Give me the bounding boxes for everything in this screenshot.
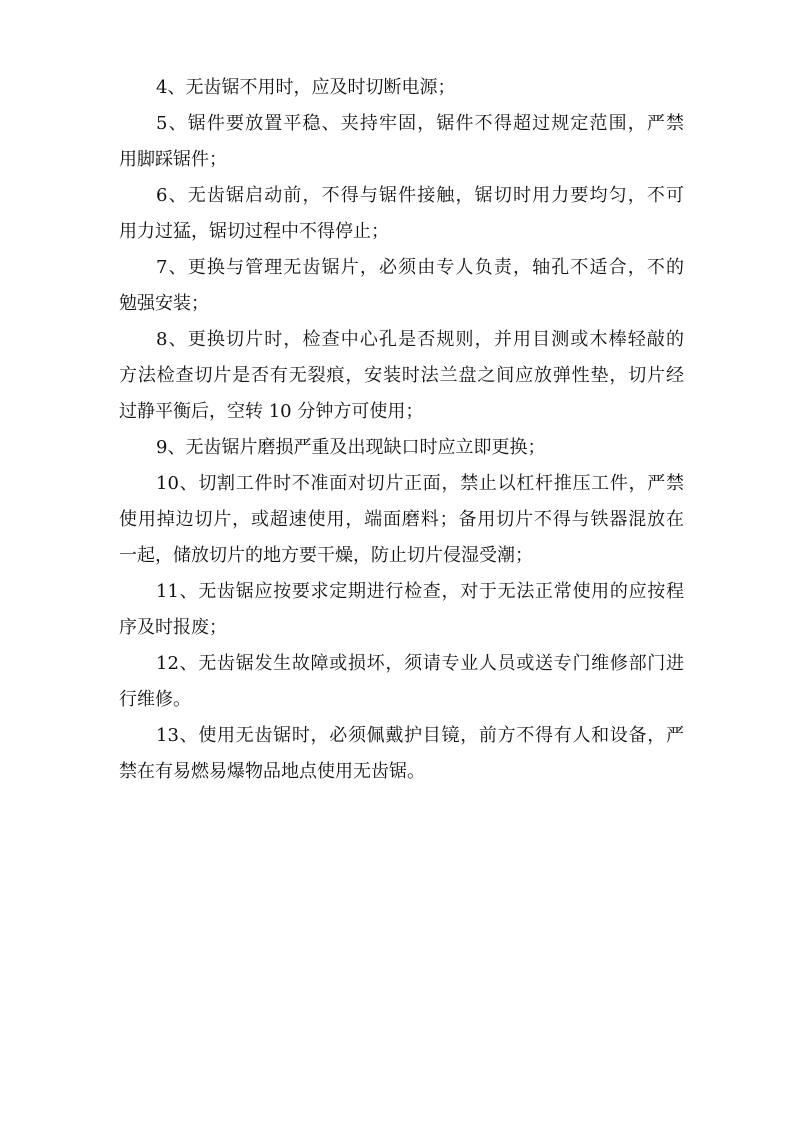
text-line: 12、无齿锯发生故障或损坏，须请专业人员或送专门维修部门进 (156, 653, 684, 674)
text-line: 一起，储放切片的地方要干燥，防止切片侵湿受潮； (119, 545, 533, 566)
text-line: 禁在有易燃易爆物品地点使用无齿锯。 (119, 761, 425, 782)
text-line: 方法检查切片是否有无裂痕，安装时法兰盘之间应放弹性垫，切片经 (119, 365, 684, 386)
text-line: 4、无齿锯不用时，应及时切断电源； (156, 77, 456, 98)
text-line: 9、无齿锯片磨损严重及出现缺口时应立即更换； (156, 437, 546, 458)
text-line: 11、无齿锯应按要求定期进行检查，对于无法正常使用的应按程 (156, 581, 684, 602)
text-line: 使用掉边切片，或超速使用，端面磨料；备用切片不得与铁器混放在 (119, 509, 684, 530)
text-line: 勉强安装； (119, 293, 209, 314)
text-line: 行维修。 (119, 689, 191, 710)
paragraph (119, 178, 684, 250)
paragraph (119, 430, 684, 466)
paragraph (119, 646, 684, 718)
text-line: 10、切割工件时不准面对切片正面，禁止以杠杆推压工件，严禁 (156, 473, 684, 494)
text-line: 用脚踩锯件； (119, 149, 227, 170)
text-line: 过静平衡后，空转 10 分钟方可使用； (119, 401, 424, 422)
text-line: 13、使用无齿锯时，必须佩戴护目镜，前方不得有人和设备，严 (156, 725, 684, 746)
paragraph (119, 466, 684, 574)
paragraph (119, 574, 684, 646)
text-line: 6、无齿锯启动前，不得与锯件接触，锯切时用力要均匀，不可 (156, 185, 684, 206)
text-line: 7、更换与管理无齿锯片，必须由专人负责，轴孔不适合，不的 (156, 257, 684, 278)
paragraph (119, 106, 684, 178)
document-body (119, 70, 684, 790)
paragraph (119, 70, 684, 106)
text-line: 5、锯件要放置平稳、夹持牢固，锯件不得超过规定范围，严禁 (156, 113, 684, 134)
paragraph (119, 250, 684, 322)
text-line: 8、更换切片时，检查中心孔是否规则，并用目测或木棒轻敲的 (156, 329, 684, 350)
paragraph (119, 718, 684, 790)
text-line: 序及时报废； (119, 617, 227, 638)
paragraph (119, 322, 684, 430)
text-line: 用力过猛，锯切过程中不得停止； (119, 221, 389, 242)
